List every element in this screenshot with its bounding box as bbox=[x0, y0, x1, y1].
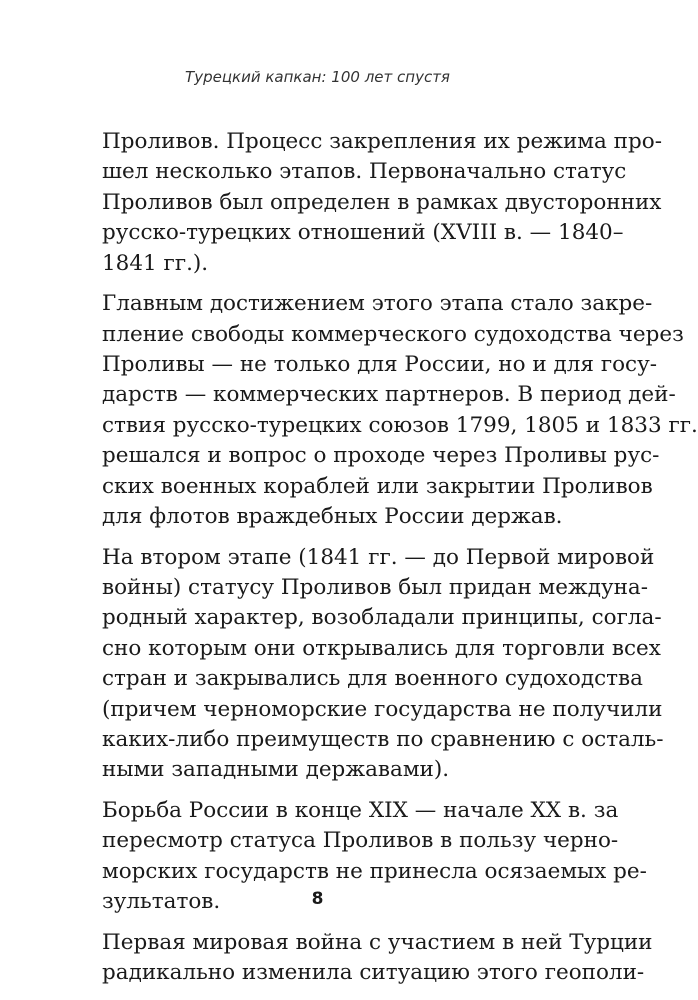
text-line: каких-либо преимуществ по сравнению с осталь- bbox=[102, 727, 664, 752]
text-line: морских государств не принесла осязаемых ре- bbox=[102, 858, 647, 884]
text-line: дарств — коммерческих партнеров. В период дей- bbox=[102, 382, 676, 408]
text-line: пересмотр статуса Проливов в пользу черно- bbox=[102, 828, 619, 854]
text-line: пление свободы коммерческого судоходства через bbox=[102, 321, 684, 347]
text-line: войны) статусу Проливов был придан междуна- bbox=[102, 575, 649, 600]
text-line: 1841 гг.). bbox=[102, 250, 209, 276]
text-line: шел несколько этапов. Первоначально статус bbox=[102, 159, 627, 185]
text-line: Первая мировая война с участием в ней Турции bbox=[102, 929, 653, 955]
text-line: родный характер, возобладали принципы, согла- bbox=[102, 605, 662, 631]
text-line: (причем черноморские государства не получили bbox=[102, 696, 663, 722]
text-line: радикально изменила ситуацию этого геополи- bbox=[102, 960, 645, 986]
text-line: зультатов. bbox=[102, 889, 221, 915]
text-line: русско-турецких отношений (XVIII в. — 1840– bbox=[102, 220, 624, 246]
text-line: ствия русско-турецких союзов 1799, 1805 и 1833 гг. bbox=[102, 412, 698, 438]
text-line: Проливов был определен в рамках двусторонних bbox=[102, 189, 662, 215]
text-line: ских военных кораблей или закрытии Проливов bbox=[102, 473, 653, 499]
text-line: Проливы — не только для России, но и для госу- bbox=[102, 352, 657, 377]
running-head: Турецкий капкан: 100 лет спустя bbox=[185, 68, 450, 86]
text-line: сно которым они открывались для торговли всех bbox=[102, 635, 661, 661]
text-line: ными западными державами). bbox=[102, 757, 450, 783]
text-line: Борьба России в конце XIX — начале XX в. за bbox=[102, 798, 619, 823]
text-line: решался и вопрос о проходе через Проливы рус- bbox=[102, 443, 660, 469]
page-number: 8 bbox=[311, 889, 324, 909]
text-line: стран и закрывались для военного судоходства bbox=[102, 666, 643, 692]
text-line: Проливов. Процесс закрепления их режима про- bbox=[102, 129, 662, 154]
text-line: На втором этапе (1841 гг. — до Первой мировой bbox=[102, 544, 655, 570]
text-line: для флотов враждебных России держав. bbox=[102, 504, 563, 529]
text-line: Главным достижением этого этапа стало закре- bbox=[102, 291, 653, 317]
